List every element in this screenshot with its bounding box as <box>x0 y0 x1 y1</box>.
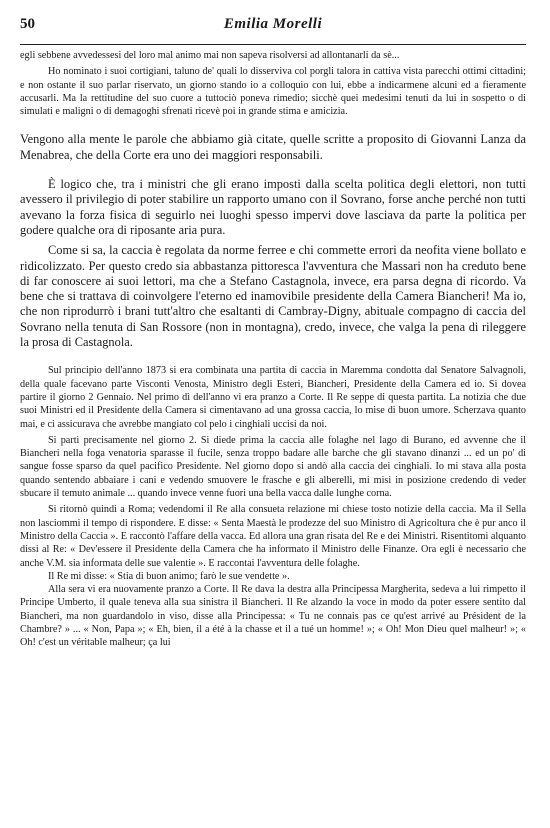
body-paragraph-3: Come si sa, la caccia è regolata da norme ferree e chi commette errori da neofita viene bollato e ridicolizzato. Per questo credo sia abbastanza pittoresca l'avventura che Massari non ha creduto bene di far conoscere ai suoi lettori, ma che a Stefano Castagnola, invece, era parsa degna di ricordo. Va bene che si trattava di coinvolgere l'eterno ed inamovibile presidente della Camera Biancheri! Ma io, che non riprodurrò i brani tutt'altro che esaltanti di Cambray-Digny, abituale compagno di caccia del Sovrano nella tenuta di San Rossore (non in montagna), credo, invece, che valga la pena di rileggere la prosa di Castagnola. <box>20 243 526 350</box>
body-paragraph-1: Vengono alla mente le parole che abbiamo già citate, quelle scritte a proposito di Giovanni Lanza da Menabrea, che della Corte era uno dei maggiori responsabili. <box>20 132 526 162</box>
body-paragraph-2: È logico che, tra i ministri che gli erano imposti dalla scelta politica degli elettori, non tutti avessero il privilegio di poter stabilire un rapporto umano con il Sovrano, forse anche perché non tutti avevano la forza fisica di seguirlo nei luoghi spesso impervi dove lasciava da parte la politica per godere qualche ora di riposante aria pura. <box>20 177 526 237</box>
quote-paragraph-6: Il Re mi disse: « Stia di buon animo; farò le sue vendette ». <box>48 570 290 582</box>
quote-paragraph-2: Ho nominato i suoi cortigiani, taluno de' quali lo disserviva col porgli talora in cattiva vista parecchi ottimi cittadini; e non ostante il suo parlar riservato, un giorno stando io a colloquio con lui, ebbe a indicarmene alcuni ed a fieramente accusarli. Ma la rettitudine del suo cuore a tuttociò poneva rimedio; sicchè quei medesimi tenuti da lui in sospetto o di simulati e maligni o di demagoghi sfrenati ricevè poi in grande stima e amicizia. <box>20 66 526 118</box>
quote-paragraph-7: Alla sera vi era nuovamente pranzo a Corte. Il Re dava la destra alla Principessa Margherita, sedeva a lui rimpetto il Principe Umberto, il quale teneva alla sua sinistra il Biancheri. Il Re alzando la voce in modo da poter essere sentito dal Biancheri, ma non guardandolo in viso, disse alla Principessa: « Tu ne connais pas ce qu'est arrivé au Président de la Chambre? » ... « Non, Papa »; « Eh, bien, il a été à la chasse et il a tué un homme! »; « Oh! Mon Dieu quel malheur! »; « Oh! c'est un véritable malheur; ça lui <box>20 584 526 649</box>
quote-paragraph-5: Si ritornò quindi a Roma; vedendomi il Re alla consueta relazione mi chiese tosto notizie della caccia. Ma il Sella non lasciommi il tempo di rispondere. E disse: « Senta Maestà le prodezze del suo Ministro di Agricoltura che è pur anco il Ministro della Caccia ». E raccontò l'affare della vacca. Ed allora una gran risata del Re e dei Ministri. Risentitomi alquanto dissi al Re: « Dev'essere il Presidente della Camera che ha informato il Ministro delle Finanze. Ora egli è necessario che anche V.M. sia informata delle sue valentie ». E raccontai l'avventura delle folaghe. <box>20 504 526 569</box>
page-header <box>20 14 526 45</box>
page-body <box>20 49 526 650</box>
quote-paragraph-1: egli sebbene avvedessesi del loro mal animo mai non sapeva risolversi ad allontanarli da sè... <box>20 50 400 61</box>
quote-paragraph-3: Sul principio dell'anno 1873 si era combinata una partita di caccia in Maremma condotta dal Senatore Salvagnoli, della quale facevano parte Visconti Venosta, Ministro degli Esteri, Biancheri, Presidente della Camera ed io. Si dovea partire il giorno 2 Gennaio. Nel primo dì dell'anno vi era pranzo a Corte. Il Re seppe di questa partita. La notizia che due suoi Ministri ed il Presidente della Camera si cimentavano ad una grossa caccia, lo mise di buon umore. Scherzava quanto mai, e ci assicurava che avrebbe mangiato col pelo i cinghiali uccisi da noi. <box>20 365 526 430</box>
running-title: Emilia Morelli <box>223 16 323 32</box>
page-number: 50 <box>20 16 35 32</box>
quote-paragraph-4: Si partì precisamente nel giorno 2. Si diede prima la caccia alle folaghe nel lago di Burano, ed avvenne che il Biancheri nella foga venatoria sparasse il fucile, senza troppo badare alle barche che gli stavano dinanzi ... ed un po' di sangue fosse sparso da quel pacifico Presidente. Nel giorno dopo si andò alla caccia dei cinghiali. Io mi stava alla posta quando sentendo abbaiare i cani e vedendo smuovere le frasche e gli alberelli, mi misi in posizione credendo di veder sbucare il temuto animale ... quando invece venne fuori una bella vacca dalle lunghe corna. <box>20 434 526 500</box>
